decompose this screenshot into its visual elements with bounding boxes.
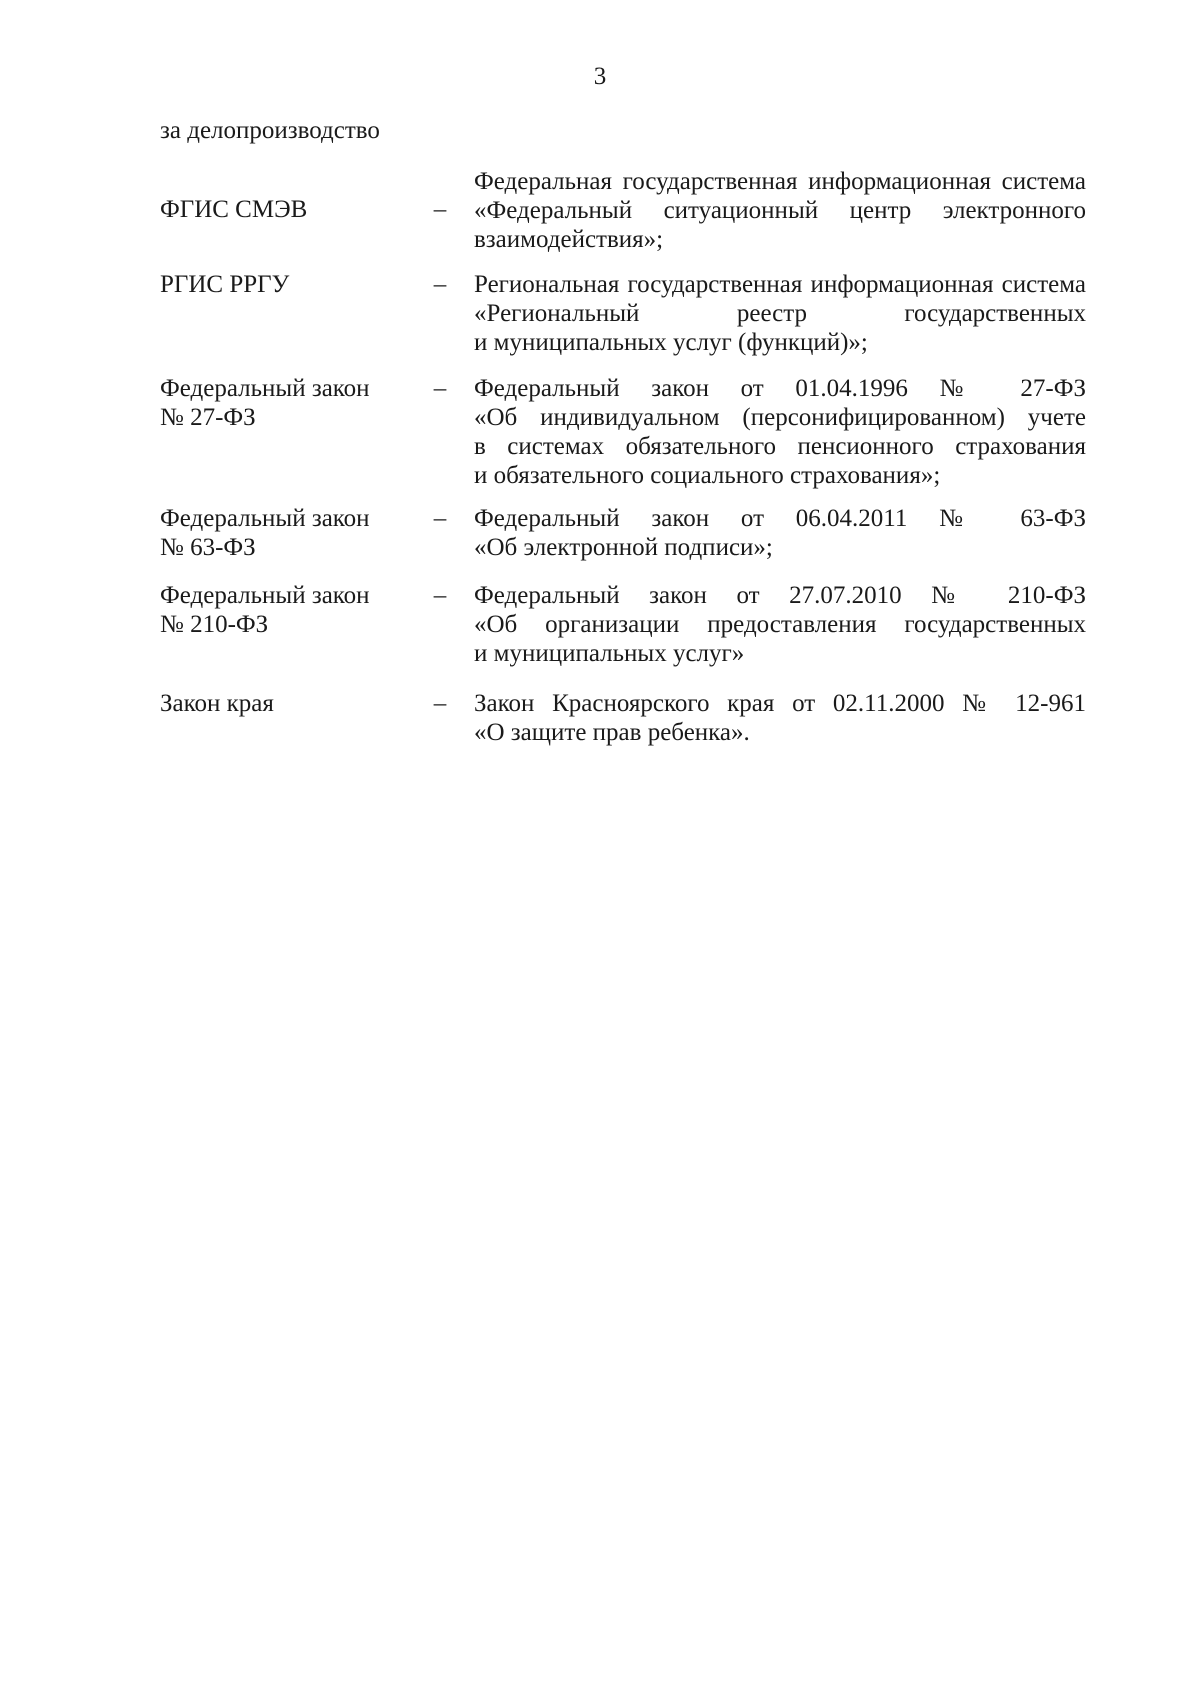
definition-line: взаимодействия»; (474, 226, 664, 253)
definition-line: «Федеральный ситуационный центр электронного (474, 197, 1086, 224)
definition-line: Федеральная государственная информационная система (474, 168, 1086, 195)
definition-line: и обязательного социального страхования»; (474, 462, 941, 489)
abbreviation-dash: – (433, 196, 447, 223)
abbreviation-definition (474, 167, 1086, 254)
definition-line: Федеральный закон от 06.04.2011 № 63-ФЗ (474, 505, 1086, 532)
definition-line: в системах обязательного пенсионного страхования (474, 433, 1086, 460)
definition-line: «Об индивидуальном (персонифицированном) учете (474, 404, 1086, 431)
abbreviation-dash: – (433, 271, 447, 298)
definition-line: «Об организации предоставления государственных (474, 611, 1086, 638)
abbreviation-term: ФГИС СМЭВ (160, 196, 308, 223)
abbreviation-term: РГИС РРГУ (160, 271, 290, 298)
abbreviation-term: Федеральный закон № 63-ФЗ (160, 505, 370, 561)
abbreviation-definition (474, 581, 1086, 668)
abbreviation-definition (474, 374, 1086, 490)
definition-line: и муниципальных услуг» (474, 640, 745, 667)
abbreviation-dash: – (433, 690, 447, 717)
definition-line: Федеральный закон от 01.04.1996 № 27-ФЗ (474, 375, 1086, 402)
abbreviation-dash: – (433, 375, 447, 402)
abbreviation-dash: – (433, 582, 447, 609)
page-number: 3 (593, 63, 607, 90)
definition-line: Закон Красноярского края от 02.11.2000 № 12-961 (474, 690, 1086, 717)
abbreviation-term: Федеральный закон № 210-ФЗ (160, 582, 370, 638)
abbreviation-term: Закон края (160, 690, 274, 717)
definition-line: «Об электронной подписи»; (474, 534, 773, 561)
abbreviation-term: Федеральный закон № 27-ФЗ (160, 375, 370, 431)
abbreviation-dash: – (433, 505, 447, 532)
abbreviation-definition (474, 270, 1086, 357)
definition-line: и муниципальных услуг (функций)»; (474, 329, 868, 356)
continuation-text: за делопроизводство (160, 117, 380, 144)
definition-line: «О защите прав ребенка». (474, 719, 750, 746)
abbreviation-definition (474, 689, 1086, 747)
definition-line: Региональная государственная информационная система (474, 271, 1086, 298)
definition-line: Федеральный закон от 27.07.2010 № 210-ФЗ (474, 582, 1086, 609)
abbreviation-definition (474, 504, 1086, 562)
definition-line: «Региональный реестр государственных (474, 300, 1086, 327)
